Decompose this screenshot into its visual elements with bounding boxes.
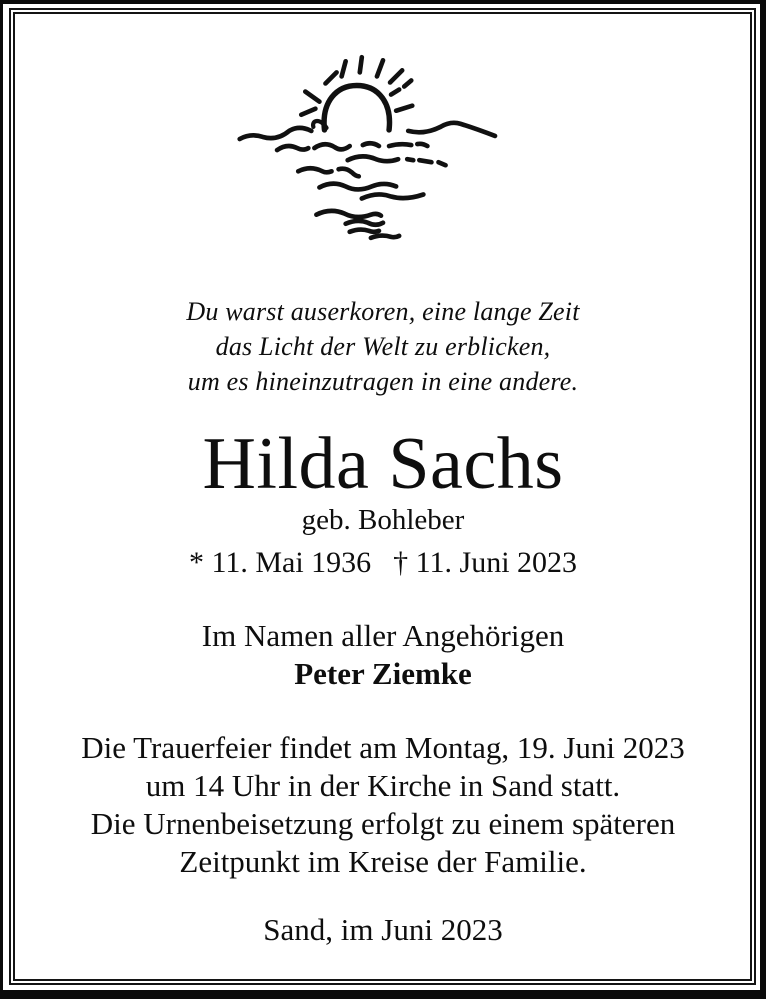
- funeral-line: um 14 Uhr in der Kirche in Sand statt.: [145, 768, 621, 803]
- maiden-name: geb. Bohleber: [301, 504, 465, 536]
- scan-edge-bottom: [0, 990, 766, 999]
- verse-line: das Licht der Welt zu erblicken,: [215, 332, 551, 361]
- scan-edge-top: [0, 0, 766, 4]
- funeral-line: Zeitpunkt im Kreise der Familie.: [179, 844, 587, 879]
- funeral-info: [0, 729, 766, 881]
- sunset-illustration: [235, 30, 531, 250]
- memorial-verse: [0, 294, 766, 399]
- life-dates: [0, 545, 766, 581]
- place-date-line: Sand, im Juni 2023: [263, 912, 503, 947]
- deceased-name: Hilda Sachs: [202, 423, 564, 505]
- sunset-over-sea-icon: [235, 30, 531, 250]
- funeral-line: Die Trauerfeier findet am Montag, 19. Juni 2023: [81, 730, 685, 765]
- verse-line: um es hineinzutragen in eine andere.: [187, 367, 579, 396]
- death-date: † 11. Juni 2023: [393, 546, 578, 579]
- birth-date: * 11. Mai 1936: [188, 546, 372, 579]
- verse-line: Du warst auserkoren, eine lange Zeit: [186, 297, 580, 326]
- funeral-line: Die Urnenbeisetzung erfolgt zu einem späteren: [90, 806, 676, 841]
- mourner-name: Peter Ziemke: [294, 656, 472, 691]
- mourning-intro: Im Namen aller Angehörigen: [201, 618, 565, 653]
